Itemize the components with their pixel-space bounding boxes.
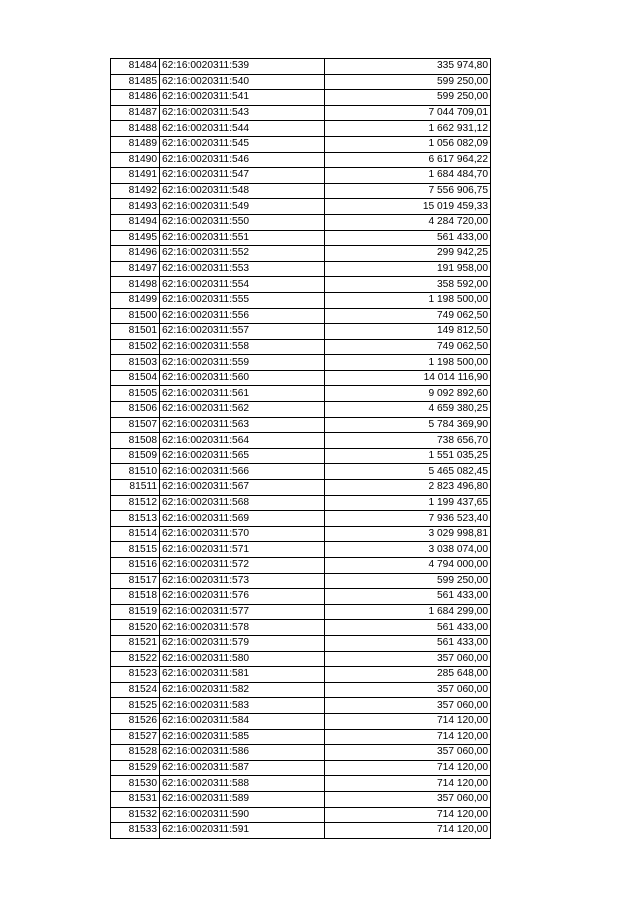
cadastral-number-cell: 62:16:0020311:591 bbox=[160, 823, 325, 839]
value-cell: 1 199 437,65 bbox=[325, 495, 491, 511]
table-row bbox=[111, 791, 491, 807]
cadastral-number-cell: 62:16:0020311:578 bbox=[160, 620, 325, 636]
table-row bbox=[111, 292, 491, 308]
row-number-cell: 81497 bbox=[111, 261, 160, 277]
cadastral-number-cell: 62:16:0020311:584 bbox=[160, 713, 325, 729]
table-row bbox=[111, 121, 491, 137]
row-number-cell: 81507 bbox=[111, 417, 160, 433]
row-number-cell: 81487 bbox=[111, 105, 160, 121]
value-cell: 714 120,00 bbox=[325, 713, 491, 729]
cadastral-number-cell: 62:16:0020311:587 bbox=[160, 760, 325, 776]
row-number-cell: 81484 bbox=[111, 59, 160, 75]
cadastral-value-table bbox=[110, 58, 491, 839]
value-cell: 599 250,00 bbox=[325, 74, 491, 90]
table-row bbox=[111, 526, 491, 542]
row-number-cell: 81512 bbox=[111, 495, 160, 511]
cadastral-number-cell: 62:16:0020311:590 bbox=[160, 807, 325, 823]
table-row bbox=[111, 355, 491, 371]
cadastral-number-cell: 62:16:0020311:571 bbox=[160, 542, 325, 558]
table-row bbox=[111, 511, 491, 527]
value-cell: 1 551 035,25 bbox=[325, 448, 491, 464]
table-row bbox=[111, 105, 491, 121]
value-cell: 738 656,70 bbox=[325, 433, 491, 449]
row-number-cell: 81489 bbox=[111, 136, 160, 152]
cadastral-number-cell: 62:16:0020311:557 bbox=[160, 324, 325, 340]
row-number-cell: 81518 bbox=[111, 589, 160, 605]
table-row bbox=[111, 713, 491, 729]
row-number-cell: 81524 bbox=[111, 682, 160, 698]
value-cell: 7 556 906,75 bbox=[325, 183, 491, 199]
value-cell: 357 060,00 bbox=[325, 745, 491, 761]
value-cell: 9 092 892,60 bbox=[325, 386, 491, 402]
cadastral-number-cell: 62:16:0020311:541 bbox=[160, 90, 325, 106]
value-cell: 357 060,00 bbox=[325, 698, 491, 714]
cadastral-number-cell: 62:16:0020311:554 bbox=[160, 277, 325, 293]
cadastral-number-cell: 62:16:0020311:585 bbox=[160, 729, 325, 745]
table-row bbox=[111, 370, 491, 386]
table-row bbox=[111, 620, 491, 636]
value-cell: 335 974,80 bbox=[325, 59, 491, 75]
row-number-cell: 81490 bbox=[111, 152, 160, 168]
cadastral-number-cell: 62:16:0020311:564 bbox=[160, 433, 325, 449]
value-cell: 285 648,00 bbox=[325, 667, 491, 683]
value-cell: 714 120,00 bbox=[325, 807, 491, 823]
value-cell: 7 044 709,01 bbox=[325, 105, 491, 121]
row-number-cell: 81529 bbox=[111, 760, 160, 776]
table-row bbox=[111, 433, 491, 449]
table-row bbox=[111, 448, 491, 464]
row-number-cell: 81501 bbox=[111, 324, 160, 340]
row-number-cell: 81503 bbox=[111, 355, 160, 371]
row-number-cell: 81496 bbox=[111, 246, 160, 262]
table-row bbox=[111, 651, 491, 667]
value-cell: 299 942,25 bbox=[325, 246, 491, 262]
table-row bbox=[111, 168, 491, 184]
row-number-cell: 81532 bbox=[111, 807, 160, 823]
cadastral-number-cell: 62:16:0020311:558 bbox=[160, 339, 325, 355]
cadastral-number-cell: 62:16:0020311:550 bbox=[160, 214, 325, 230]
cadastral-number-cell: 62:16:0020311:576 bbox=[160, 589, 325, 605]
cadastral-number-cell: 62:16:0020311:539 bbox=[160, 59, 325, 75]
table-row bbox=[111, 277, 491, 293]
table-row bbox=[111, 667, 491, 683]
value-cell: 561 433,00 bbox=[325, 635, 491, 651]
value-cell: 1 198 500,00 bbox=[325, 292, 491, 308]
cadastral-number-cell: 62:16:0020311:560 bbox=[160, 370, 325, 386]
value-cell: 561 433,00 bbox=[325, 230, 491, 246]
row-number-cell: 81499 bbox=[111, 292, 160, 308]
row-number-cell: 81502 bbox=[111, 339, 160, 355]
value-cell: 714 120,00 bbox=[325, 729, 491, 745]
table-row bbox=[111, 90, 491, 106]
cadastral-number-cell: 62:16:0020311:548 bbox=[160, 183, 325, 199]
cadastral-number-cell: 62:16:0020311:559 bbox=[160, 355, 325, 371]
row-number-cell: 81516 bbox=[111, 558, 160, 574]
cadastral-number-cell: 62:16:0020311:553 bbox=[160, 261, 325, 277]
cadastral-number-cell: 62:16:0020311:583 bbox=[160, 698, 325, 714]
cadastral-number-cell: 62:16:0020311:545 bbox=[160, 136, 325, 152]
value-cell: 2 823 496,80 bbox=[325, 480, 491, 496]
row-number-cell: 81492 bbox=[111, 183, 160, 199]
cadastral-number-cell: 62:16:0020311:570 bbox=[160, 526, 325, 542]
table-row bbox=[111, 417, 491, 433]
value-cell: 749 062,50 bbox=[325, 308, 491, 324]
table-row bbox=[111, 386, 491, 402]
value-cell: 4 794 000,00 bbox=[325, 558, 491, 574]
row-number-cell: 81527 bbox=[111, 729, 160, 745]
cadastral-number-cell: 62:16:0020311:579 bbox=[160, 635, 325, 651]
value-cell: 599 250,00 bbox=[325, 90, 491, 106]
cadastral-number-cell: 62:16:0020311:566 bbox=[160, 464, 325, 480]
value-cell: 14 014 116,90 bbox=[325, 370, 491, 386]
row-number-cell: 81526 bbox=[111, 713, 160, 729]
value-cell: 1 056 082,09 bbox=[325, 136, 491, 152]
value-cell: 4 659 380,25 bbox=[325, 402, 491, 418]
value-cell: 191 958,00 bbox=[325, 261, 491, 277]
table-row bbox=[111, 402, 491, 418]
cadastral-number-cell: 62:16:0020311:551 bbox=[160, 230, 325, 246]
value-cell: 5 784 369,90 bbox=[325, 417, 491, 433]
value-cell: 357 060,00 bbox=[325, 791, 491, 807]
cadastral-number-cell: 62:16:0020311:567 bbox=[160, 480, 325, 496]
table-row bbox=[111, 339, 491, 355]
row-number-cell: 81491 bbox=[111, 168, 160, 184]
value-cell: 599 250,00 bbox=[325, 573, 491, 589]
cadastral-number-cell: 62:16:0020311:552 bbox=[160, 246, 325, 262]
table-row bbox=[111, 589, 491, 605]
cadastral-number-cell: 62:16:0020311:561 bbox=[160, 386, 325, 402]
row-number-cell: 81523 bbox=[111, 667, 160, 683]
value-cell: 357 060,00 bbox=[325, 651, 491, 667]
row-number-cell: 81488 bbox=[111, 121, 160, 137]
cadastral-number-cell: 62:16:0020311:586 bbox=[160, 745, 325, 761]
value-cell: 5 465 082,45 bbox=[325, 464, 491, 480]
table-row bbox=[111, 573, 491, 589]
row-number-cell: 81504 bbox=[111, 370, 160, 386]
table-row bbox=[111, 480, 491, 496]
cadastral-number-cell: 62:16:0020311:544 bbox=[160, 121, 325, 137]
value-cell: 4 284 720,00 bbox=[325, 214, 491, 230]
value-cell: 7 936 523,40 bbox=[325, 511, 491, 527]
value-cell: 714 120,00 bbox=[325, 823, 491, 839]
row-number-cell: 81515 bbox=[111, 542, 160, 558]
value-cell: 1 684 299,00 bbox=[325, 604, 491, 620]
table-row bbox=[111, 74, 491, 90]
cadastral-number-cell: 62:16:0020311:582 bbox=[160, 682, 325, 698]
row-number-cell: 81498 bbox=[111, 277, 160, 293]
value-cell: 714 120,00 bbox=[325, 776, 491, 792]
table-row bbox=[111, 495, 491, 511]
cadastral-number-cell: 62:16:0020311:588 bbox=[160, 776, 325, 792]
table-row bbox=[111, 604, 491, 620]
row-number-cell: 81521 bbox=[111, 635, 160, 651]
row-number-cell: 81495 bbox=[111, 230, 160, 246]
cadastral-number-cell: 62:16:0020311:543 bbox=[160, 105, 325, 121]
table-row bbox=[111, 542, 491, 558]
cadastral-number-cell: 62:16:0020311:573 bbox=[160, 573, 325, 589]
value-cell: 149 812,50 bbox=[325, 324, 491, 340]
cadastral-number-cell: 62:16:0020311:589 bbox=[160, 791, 325, 807]
table-row bbox=[111, 308, 491, 324]
cadastral-number-cell: 62:16:0020311:546 bbox=[160, 152, 325, 168]
cadastral-number-cell: 62:16:0020311:556 bbox=[160, 308, 325, 324]
value-cell: 358 592,00 bbox=[325, 277, 491, 293]
row-number-cell: 81486 bbox=[111, 90, 160, 106]
row-number-cell: 81500 bbox=[111, 308, 160, 324]
value-cell: 1 684 484,70 bbox=[325, 168, 491, 184]
row-number-cell: 81522 bbox=[111, 651, 160, 667]
cadastral-number-cell: 62:16:0020311:581 bbox=[160, 667, 325, 683]
value-cell: 6 617 964,22 bbox=[325, 152, 491, 168]
cadastral-number-cell: 62:16:0020311:577 bbox=[160, 604, 325, 620]
value-cell: 3 029 998,81 bbox=[325, 526, 491, 542]
row-number-cell: 81505 bbox=[111, 386, 160, 402]
table-row bbox=[111, 59, 491, 75]
table-row bbox=[111, 464, 491, 480]
table-row bbox=[111, 729, 491, 745]
table-row bbox=[111, 558, 491, 574]
table-row bbox=[111, 214, 491, 230]
table-row bbox=[111, 698, 491, 714]
table-row bbox=[111, 183, 491, 199]
row-number-cell: 81511 bbox=[111, 480, 160, 496]
value-cell: 714 120,00 bbox=[325, 760, 491, 776]
row-number-cell: 81509 bbox=[111, 448, 160, 464]
table-row bbox=[111, 199, 491, 215]
row-number-cell: 81519 bbox=[111, 604, 160, 620]
cadastral-number-cell: 62:16:0020311:562 bbox=[160, 402, 325, 418]
cadastral-number-cell: 62:16:0020311:568 bbox=[160, 495, 325, 511]
table-row bbox=[111, 807, 491, 823]
row-number-cell: 81485 bbox=[111, 74, 160, 90]
table-row bbox=[111, 745, 491, 761]
value-cell: 561 433,00 bbox=[325, 589, 491, 605]
cadastral-number-cell: 62:16:0020311:572 bbox=[160, 558, 325, 574]
cadastral-number-cell: 62:16:0020311:549 bbox=[160, 199, 325, 215]
row-number-cell: 81508 bbox=[111, 433, 160, 449]
row-number-cell: 81530 bbox=[111, 776, 160, 792]
table-row bbox=[111, 823, 491, 839]
row-number-cell: 81525 bbox=[111, 698, 160, 714]
table-body bbox=[111, 59, 491, 839]
cadastral-number-cell: 62:16:0020311:547 bbox=[160, 168, 325, 184]
row-number-cell: 81531 bbox=[111, 791, 160, 807]
row-number-cell: 81528 bbox=[111, 745, 160, 761]
value-cell: 561 433,00 bbox=[325, 620, 491, 636]
row-number-cell: 81514 bbox=[111, 526, 160, 542]
row-number-cell: 81520 bbox=[111, 620, 160, 636]
table-row bbox=[111, 760, 491, 776]
table-row bbox=[111, 682, 491, 698]
row-number-cell: 81517 bbox=[111, 573, 160, 589]
value-cell: 1 662 931,12 bbox=[325, 121, 491, 137]
cadastral-number-cell: 62:16:0020311:555 bbox=[160, 292, 325, 308]
table-row bbox=[111, 261, 491, 277]
row-number-cell: 81533 bbox=[111, 823, 160, 839]
table-row bbox=[111, 324, 491, 340]
table-row bbox=[111, 635, 491, 651]
value-cell: 357 060,00 bbox=[325, 682, 491, 698]
row-number-cell: 81506 bbox=[111, 402, 160, 418]
row-number-cell: 81494 bbox=[111, 214, 160, 230]
cadastral-number-cell: 62:16:0020311:540 bbox=[160, 74, 325, 90]
cadastral-number-cell: 62:16:0020311:563 bbox=[160, 417, 325, 433]
row-number-cell: 81510 bbox=[111, 464, 160, 480]
cadastral-number-cell: 62:16:0020311:580 bbox=[160, 651, 325, 667]
value-cell: 15 019 459,33 bbox=[325, 199, 491, 215]
row-number-cell: 81513 bbox=[111, 511, 160, 527]
cadastral-number-cell: 62:16:0020311:565 bbox=[160, 448, 325, 464]
table-row bbox=[111, 136, 491, 152]
value-cell: 1 198 500,00 bbox=[325, 355, 491, 371]
row-number-cell: 81493 bbox=[111, 199, 160, 215]
cadastral-number-cell: 62:16:0020311:569 bbox=[160, 511, 325, 527]
table-row bbox=[111, 152, 491, 168]
value-cell: 3 038 074,00 bbox=[325, 542, 491, 558]
table-row bbox=[111, 776, 491, 792]
table-row bbox=[111, 230, 491, 246]
value-cell: 749 062,50 bbox=[325, 339, 491, 355]
table-row bbox=[111, 246, 491, 262]
